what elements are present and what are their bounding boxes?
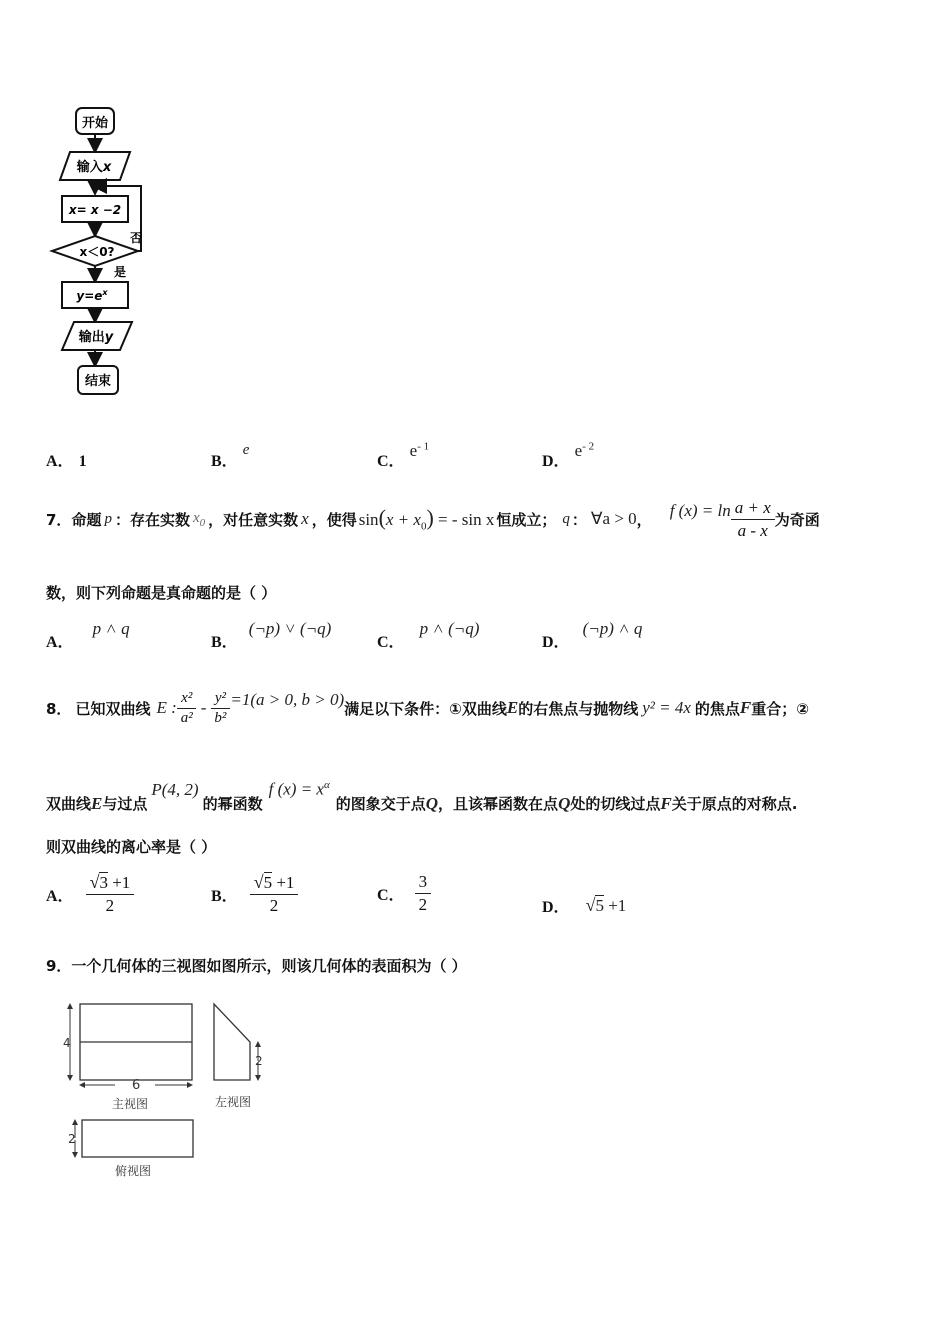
- q8-stem-line1: [46, 680, 916, 736]
- q8-parabola: y² = 4x: [642, 698, 691, 717]
- q7-fraction-num: a + x: [731, 498, 775, 520]
- q6-option-c: [377, 438, 430, 470]
- flow-yes-label: 是: [114, 265, 127, 279]
- q8-frac-y-den: b²: [214, 709, 227, 726]
- flow-input-label: 输入: [76, 160, 103, 175]
- q8-E-1: E: [506, 698, 519, 717]
- q7-option-d-letter: D．: [542, 634, 570, 651]
- q7-option-d-expr: (¬p) ˄ q: [582, 619, 643, 638]
- q6-option-d-base: e: [574, 441, 583, 460]
- q7-forall: ∀a > 0: [590, 509, 637, 528]
- q7-stem-line1: [46, 494, 906, 544]
- q8-option-c: [377, 872, 431, 915]
- flow-process-text: x= x −2: [68, 203, 122, 217]
- side-view-caption: 左视图: [215, 1095, 252, 1109]
- q7-number: 7．: [46, 510, 72, 529]
- q8-E-2: E: [91, 794, 103, 813]
- q8-line2-text-g: 关于原点的对称点.: [671, 795, 798, 813]
- q8-line2-text-b: 与过点: [102, 795, 148, 813]
- top-view-caption: 俯视图: [115, 1164, 152, 1178]
- q8-power-fn: [269, 779, 330, 800]
- q7-option-c: [377, 616, 480, 651]
- q8-option-d-plus: +1: [603, 896, 627, 915]
- q9-stem: 9．一个几何体的三视图如图所示，则该几何体的表面积为（ ）: [46, 957, 467, 975]
- q8-number: 8．: [46, 699, 72, 718]
- q7-option-c-letter: C．: [377, 634, 405, 651]
- q7-text-5: 恒成立；: [496, 510, 557, 529]
- q8-frac-x-num: x²: [177, 690, 196, 709]
- q7-text-1: 命题: [71, 510, 102, 529]
- q7-var-p: p: [104, 510, 112, 527]
- q7-x0-sub: 0: [199, 516, 206, 529]
- q7-comma: ，: [636, 510, 652, 529]
- q8-option-b-den: 2: [269, 896, 279, 915]
- q8-Q-2: Q: [558, 794, 571, 813]
- svg-text:输入x: [76, 159, 112, 175]
- front-view-width: 6: [132, 1078, 141, 1093]
- q7-eq-inner: x + x: [385, 510, 421, 530]
- q7-fraction-den: a - x: [737, 520, 768, 540]
- q8-option-d-letter: D．: [542, 899, 570, 916]
- q8-text-1: 已知双曲线: [75, 699, 151, 718]
- q7-option-c-expr: p ˄ (¬q): [419, 619, 480, 638]
- flow-output-label: 输出: [78, 330, 105, 345]
- q7-option-d: [542, 616, 643, 651]
- svg-text:输出y: [78, 329, 114, 345]
- q8-line2-text-c: 的幂函数: [202, 795, 263, 813]
- q7-f-def: f (x) = ln: [669, 501, 731, 520]
- q8-stem-line2: [46, 774, 916, 814]
- q7-eq-inner-sub: 0: [420, 520, 427, 533]
- q8-option-a-den: 2: [105, 896, 115, 915]
- q6-option-c-base: e: [409, 441, 418, 460]
- q8-option-a-radicand: 3: [99, 873, 108, 892]
- q8-F-2: F: [660, 794, 672, 813]
- q8-frac-y-num: y²: [211, 690, 230, 709]
- front-view-caption: 主视图: [112, 1097, 149, 1111]
- flow-formula-exp: x: [102, 288, 108, 297]
- q8-text-3: 的右焦点与抛物线: [518, 699, 639, 718]
- q8-option-b-letter: B．: [211, 887, 238, 905]
- q8-option-a: [46, 872, 134, 916]
- q8-text-5: 重合；②: [751, 699, 809, 718]
- q6-option-c-exp: - 1: [417, 440, 430, 453]
- q8-Q-1: Q: [425, 794, 439, 813]
- q8-minus: -: [200, 698, 207, 717]
- q8-option-b: [211, 872, 298, 916]
- q8-frac-x: [177, 690, 197, 727]
- q6-option-b-letter: B．: [211, 453, 238, 470]
- q8-option-d-radicand: 5: [595, 896, 604, 915]
- q8-power-fn-text: f (x) = x: [268, 780, 324, 799]
- q8-option-b-radicand: 5: [263, 873, 273, 892]
- q8-E-colon: E :: [156, 698, 177, 717]
- q8-line2-text-d: 的图象交于点: [335, 795, 426, 813]
- side-view-height: 2: [255, 1054, 263, 1068]
- three-view-diagram: [55, 995, 275, 1185]
- q7-fraction: [731, 498, 775, 541]
- q8-line2-text-e: ，且该幂函数在点: [438, 795, 559, 813]
- q8-text-4: 的焦点: [694, 699, 740, 718]
- q6-option-b-value: e: [242, 442, 250, 458]
- q7-var-q: q: [562, 510, 570, 527]
- flow-no-label: 否: [130, 231, 143, 245]
- q7-option-b-expr: (¬p) ˅ (¬q): [248, 619, 332, 638]
- q8-frac-y: [210, 690, 230, 727]
- q7-option-a-letter: A．: [46, 634, 74, 651]
- flow-formula-text: y=e: [76, 289, 103, 303]
- q6-option-d-letter: D．: [542, 453, 570, 470]
- q8-text-2: 满足以下条件：①双曲线: [344, 699, 507, 718]
- q8-option-a-letter: A．: [46, 887, 74, 905]
- q6-option-c-letter: C．: [377, 453, 405, 470]
- side-view-shape: [214, 1004, 250, 1080]
- q8-option-a-plus: +1: [107, 873, 131, 892]
- q8-option-c-fraction: [415, 872, 432, 915]
- q8-eq-cond: =1(a > 0, b > 0): [230, 690, 345, 709]
- q6-option-d: [542, 438, 595, 470]
- q7-equation: $\sin(x + x_0)$ = - sin x: [358, 505, 495, 533]
- q8-frac-x-den: a²: [180, 709, 193, 726]
- flow-end-text: 结束: [84, 374, 112, 389]
- q7-text-3: ，对任意实数: [208, 510, 299, 529]
- q8-line2-text-f: 处的切线过点: [570, 795, 661, 813]
- q8-line2-text-a: 双曲线: [46, 795, 92, 813]
- top-view-rect: [82, 1120, 193, 1157]
- q8-power-fn-alpha: α: [323, 779, 330, 792]
- q8-option-d: D． √5 +1: [542, 895, 627, 916]
- q6-option-d-exp: - 2: [582, 440, 595, 453]
- flow-start-text: 开始: [81, 116, 109, 131]
- q7-text-4: ，使得: [311, 510, 357, 529]
- q7-option-a: [46, 616, 130, 651]
- flowchart-diagram: [48, 100, 158, 405]
- q7-text-6: 为奇函: [774, 510, 820, 529]
- flow-output-var: y: [104, 330, 114, 345]
- q8-stem-line3: 则双曲线的离心率是（ ）: [46, 838, 217, 856]
- q8-option-c-den: 2: [418, 895, 428, 914]
- q8-point: P(4, 2): [151, 780, 199, 799]
- q7-option-b-letter: B．: [211, 634, 238, 651]
- q8-option-b-fraction: $\frac{√5 +1}{2}$: [250, 872, 299, 916]
- q7-colon: ：: [571, 510, 587, 529]
- q7-stem-line2: 数，则下列命题是真命题的是（ ）: [46, 584, 277, 602]
- q6-option-a-value: 1: [78, 453, 87, 470]
- q7-option-b: [211, 616, 332, 651]
- q8-F-1: F: [739, 698, 752, 717]
- q7-text-2: ：存在实数: [114, 510, 190, 529]
- q7-x0-base: x: [192, 509, 200, 526]
- flow-condition-text: x＜0?: [79, 245, 115, 259]
- top-view-height: 2: [68, 1132, 76, 1146]
- q8-option-b-plus: +1: [272, 873, 295, 892]
- front-view-height: 4: [63, 1036, 71, 1050]
- q8-option-c-num: 3: [415, 872, 432, 894]
- q6-option-b: [211, 442, 250, 470]
- q7-option-a-expr: p ˄ q: [92, 619, 130, 638]
- q7-eq-sin: sin: [358, 510, 379, 530]
- q8-option-c-letter: C．: [377, 887, 405, 904]
- q7-var-x: x: [301, 509, 309, 528]
- q7-eq-right: = - sin x: [438, 510, 495, 530]
- q6-option-a-letter: A．: [46, 453, 74, 470]
- q6-option-a: [46, 448, 87, 471]
- q8-option-a-fraction: $\frac{√3 +1}{2}$: [86, 872, 135, 916]
- flow-input-var: x: [102, 160, 112, 175]
